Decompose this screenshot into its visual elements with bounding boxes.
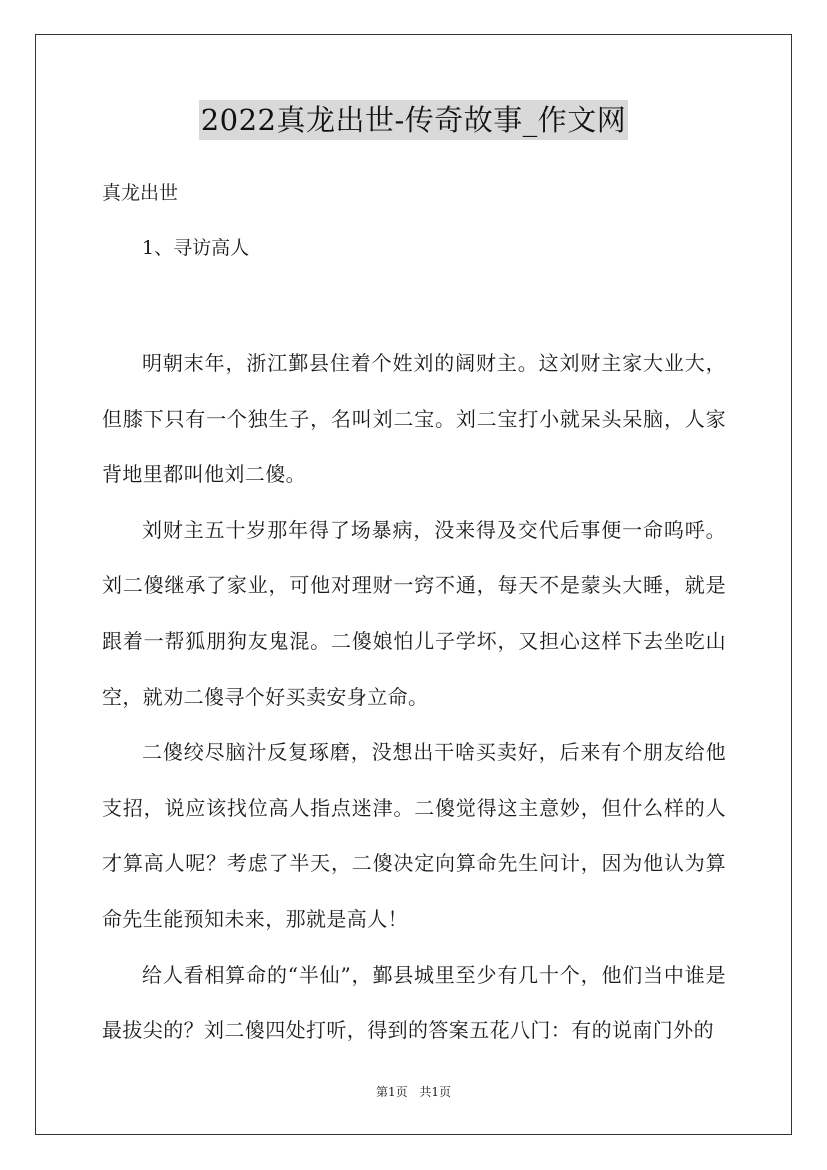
paragraph: 刘财主五十岁那年得了场暴病，没来得及交代后事便一命呜呼。刘二傻继承了家业，可他对理财一窍不通，每天不是蒙头大睡，就是跟着一帮狐朋狗友鬼混。二傻娘怕儿子学坏，又担心这样下去坐吃山空，就劝二傻寻个好买卖安身立命。 xyxy=(102,517,726,709)
document-title: 2022真龙出世-传奇故事_作文网 xyxy=(199,100,629,140)
story-subtitle: 真龙出世 xyxy=(102,182,179,204)
title-container xyxy=(0,100,827,140)
paragraph: 给人看相算命的“半仙”，鄞县城里至少有几十个，他们当中谁是最拔尖的？刘二傻四处打听，得到的答案五花八门：有的说南门外的 xyxy=(102,962,726,1043)
page-number: 第1页 xyxy=(375,1085,408,1099)
page-total: 共1页 xyxy=(419,1085,452,1099)
paragraph: 二傻绞尽脑汁反复琢磨，没想出干啥买卖好，后来有个朋友给他支招，说应该找位高人指点迷津。二傻觉得这主意妙，但什么样的人才算高人呢？考虑了半天，二傻决定向算命先生问计，因为他认为算命先生能预知未来，那就是高人！ xyxy=(102,740,726,931)
page-footer xyxy=(0,1083,827,1101)
section-heading: 1、寻访高人 xyxy=(142,237,250,259)
story-body xyxy=(102,336,726,1059)
paragraph: 明朝末年，浙江鄞县住着个姓刘的阔财主。这刘财主家大业大，但膝下只有一个独生子，名叫刘二宝。刘二宝打小就呆头呆脑，人家背地里都叫他刘二傻。 xyxy=(102,351,726,487)
